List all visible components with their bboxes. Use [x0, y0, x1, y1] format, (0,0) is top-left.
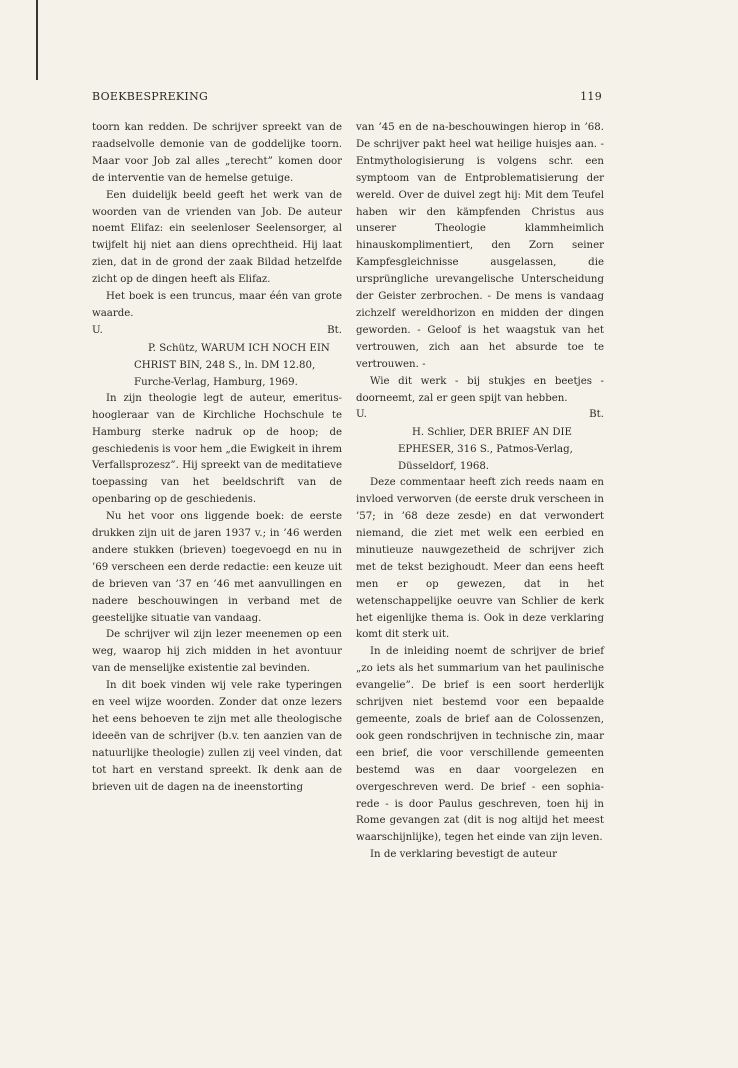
paragraph: De schrijver wil zijn lezer meenemen op een weg, waarop hij zich midden in het avontuur van de menselijke existentie zal bevinden. — [92, 629, 342, 675]
paragraph: In de verklaring bevestigt de auteur — [370, 849, 557, 861]
review-signature — [356, 407, 604, 424]
signature-initial: U. — [92, 324, 103, 336]
paragraph: van ’45 en de na-beschouwingen hierop in ’68. De schrijver pakt heel wat heilige huisjes aan. - Entmythologisierung is volgens schr. een symptoom van de Entproblematisierung der wereld. Over de duivel zegt hij: Mit dem Teufel haben wir den kämpfenden Christus aus unserer Theologie klammheimlich hinauskomplimentiert, den Zorn seiner Kampfesgleichnisse ausgelassen, die ursprüngliche urevangelische Unterscheidung der Geister zerbrochen. - De mens is vandaag zichzelf wereldhorizon en midden der dingen geworden. - Geloof is het waagstuk van het vertrouwen, zich aan het absurde toe te vertrouwen. - — [356, 122, 604, 370]
right-column — [356, 120, 604, 864]
paragraph: Een duidelijk beeld geeft het werk van de woorden van de vrienden van Job. De auteur noemt Elifaz: ein seelenloser Seelensorger, al twijfelt hij niet aan diens oprechtheid. Hij laat zien, dat in de grond der zaak Bildad hetzelfde zicht op de dingen heeft als Elifaz. — [92, 189, 342, 286]
signature-author: Bt. — [589, 409, 604, 421]
page-number: 119 — [580, 90, 602, 103]
book-reference: H. Schlier, DER BRIEF AN DIE EPHESER, 316 S., Patmos-Verlag, Düsseldorf, 1968. — [398, 427, 573, 473]
paragraph: toorn kan redden. De schrijver spreekt van de raadselvolle demonie van de goddelijke toorn. Maar voor Job zal alles „terecht” komen door de interventie van de hemelse getuige. — [92, 122, 342, 184]
paragraph: Het boek is een truncus, maar één van grote waarde. — [92, 291, 342, 319]
paragraph: In dit boek vinden wij vele rake typeringen en veel wijze woorden. Zonder dat onze lezers het eens behoeven te zijn met alle theologische ideeën van de schrijver (b.v. ten aanzien van de natuurlijke theologie) zullen zij veel vinden, dat tot hart en verstand spreekt. Ik denk aan de brieven uit de dagen na de ineenstorting — [92, 680, 342, 793]
signature-author: Bt. — [327, 324, 342, 336]
book-reference: P. Schütz, WARUM ICH NOCH EIN CHRIST BIN, 248 S., ln. DM 12.80, Furche-Verlag, Hamburg, 1969. — [134, 342, 330, 388]
review-signature — [92, 323, 342, 340]
paragraph: Wie dit werk - bij stukjes en beetjes - doorneemt, zal er geen spijt van hebben. — [356, 375, 604, 404]
paragraph: In zijn theologie legt de auteur, emeritus-hoogleraar van de Kirchliche Hochschule te Hamburg sterke nadruk op de hoop; de geschiedenis is voor hem „die Ewigkeit in ihrem Verfallsprozesz”. Hij spreekt van de meditatieve toepassing van het beeldschrift van de openbaring op de geschiedenis. — [92, 392, 343, 506]
paragraph: Nu het voor ons liggende boek: de eerste drukken zijn uit de jaren 1937 v.; in ’46 werden andere stukken (brieven) toegevoegd en nu in ’69 verscheen een derde redactie: een keuze uit de brieven van ’37 en ’46 met aanvullingen en nadere beschouwingen in verband met de geestelijke situatie van vandaag. — [92, 511, 342, 624]
left-column — [92, 120, 342, 797]
paragraph: In de inleiding noemt de schrijver de brief „zo iets als het summarium van het paulinische evangelie”. De brief is een soort herderlijk schrijven niet bestemd voor een bepaalde gemeente, zoals de brief aan de Colossenzen, ook geen rondschrijven in technische zin, maar een brief, die voor verschillende gemeenten bestemd was en daar voorgelezen en overgeschreven werd. De brief - een sophia-rede - is door Paulus geschreven, toen hij in Rome gevangen zat (dit is nog altijd het meest waarschijnlijke), tegen het einde van zijn leven. — [356, 646, 604, 844]
running-head-title: BOEKBESPREKING — [92, 90, 209, 103]
paragraph: Deze commentaar heeft zich reeds naam en invloed verworven (de eerste druk verscheen in ’57; in ’68 deze zesde) en dat verwondert niemand, die ziet met welk een eerbied en minutieuze nauwgezetheid de schrijver zich met de tekst bezighoudt. Meer dan eens heeft men er op gewezen, dat in het wetenschappelijke oeuvre van Schlier de kerk het eigenlijke thema is. Ook in deze verklaring komt dit sterk uit. — [356, 477, 604, 641]
running-head — [92, 90, 602, 103]
page-edge-line — [36, 0, 38, 80]
signature-initial: U. — [356, 409, 367, 421]
